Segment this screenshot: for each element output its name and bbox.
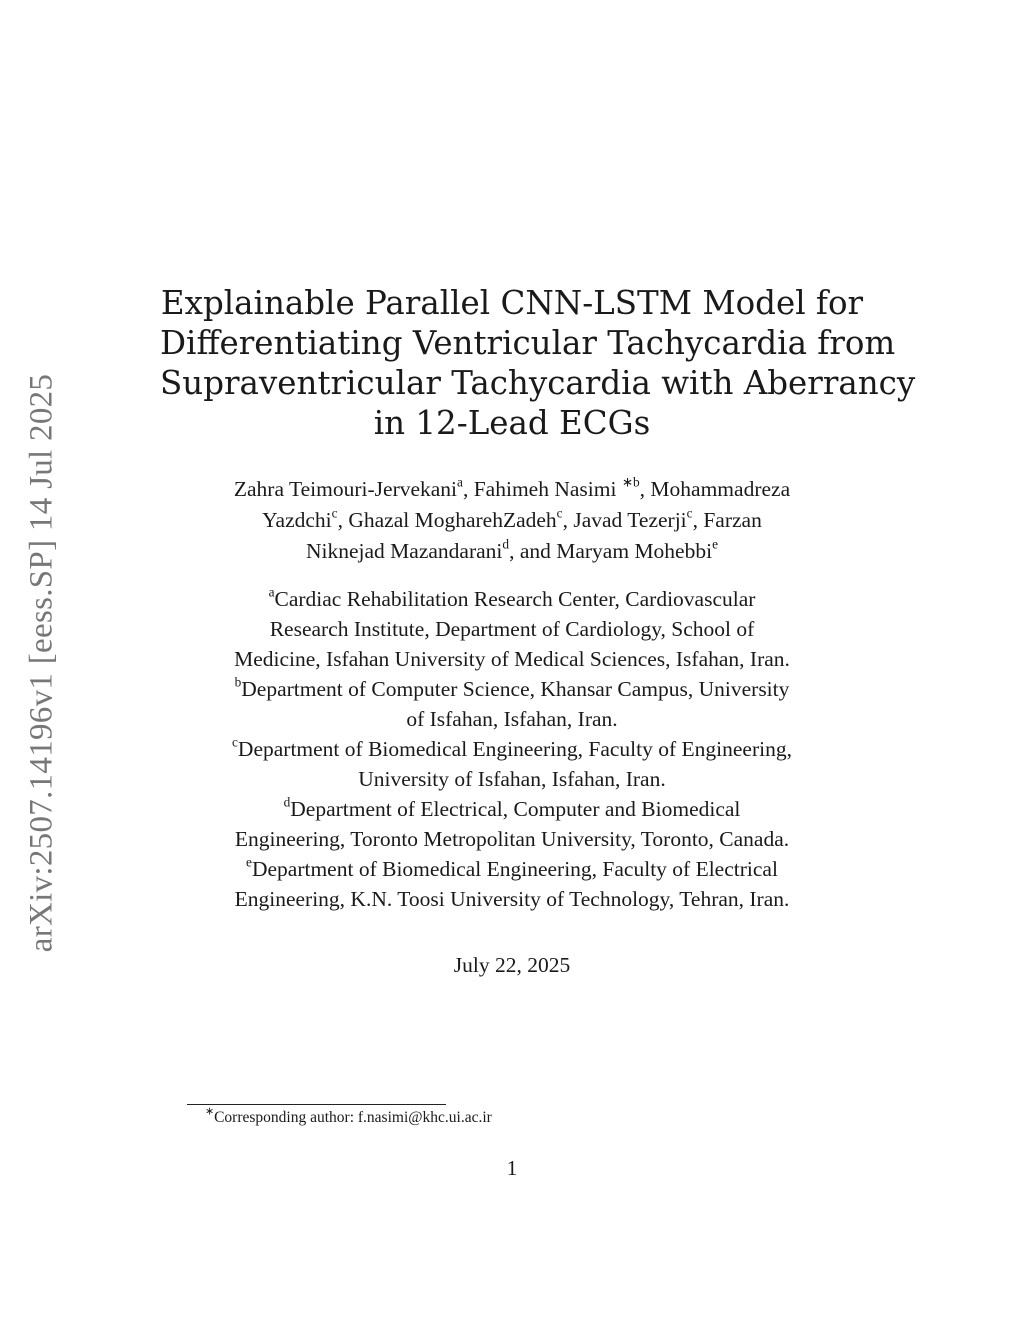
publication-date: July 22, 2025 xyxy=(453,953,571,977)
separator: , xyxy=(462,477,474,501)
affiliation-line: University of Isfahan, Isfahan, Iran. xyxy=(358,767,666,791)
title-line: Supraventricular Tachycardia with Aberrancy xyxy=(160,364,916,402)
author-name: Niknejad Mazandarani xyxy=(305,539,503,563)
author-name: Farzan xyxy=(703,508,762,532)
affiliation-line: Research Institute, Department of Cardiology, School of xyxy=(269,617,755,641)
affiliation-line: of Isfahan, Isfahan, Iran. xyxy=(406,707,618,731)
footnote-divider xyxy=(187,1104,446,1105)
arxiv-identifier: arXiv:2507.14196v1 [eess.SP] 14 Jul 2025 xyxy=(23,373,60,953)
affiliation-list xyxy=(160,584,864,914)
affiliation-label: c xyxy=(232,734,238,750)
affiliation-marker: ∗b xyxy=(621,474,640,490)
affiliation-label: a xyxy=(268,584,275,600)
separator: , xyxy=(692,508,704,532)
author-line xyxy=(160,505,864,536)
author-name: Fahimeh Nasimi xyxy=(473,477,622,501)
corresponding-author-footnote xyxy=(205,1105,492,1128)
author-name: Maryam Mohebbi xyxy=(556,539,713,563)
affiliation-line xyxy=(160,584,864,614)
title-line: in 12-Lead ECGs xyxy=(373,404,651,442)
author-name: Javad Tezerji xyxy=(573,508,687,532)
affiliation-marker: c xyxy=(556,505,563,521)
title-line: Differentiating Ventricular Tachycardia from xyxy=(160,324,896,362)
affiliation-line xyxy=(160,854,864,884)
separator: , and xyxy=(509,539,557,563)
author-line xyxy=(160,474,864,505)
author-name: Ghazal MogharehZadeh xyxy=(348,508,557,532)
affiliation-marker: a xyxy=(457,474,463,490)
affiliation-line: Engineering, K.N. Toosi University of Technology, Tehran, Iran. xyxy=(234,887,790,911)
separator: , xyxy=(562,508,574,532)
affiliation-line xyxy=(160,674,864,704)
affiliation-label: e xyxy=(246,854,252,870)
affiliation-text: Cardiac Rehabilitation Research Center, Cardiovascular xyxy=(274,587,756,611)
affiliation-marker: c xyxy=(686,505,693,521)
affiliation-text: Department of Computer Science, Khansar Campus, University xyxy=(241,677,790,701)
paper-title xyxy=(160,283,916,443)
author-name: Mohammadreza xyxy=(650,477,791,501)
affiliation-text: Department of Biomedical Engineering, Faculty of Engineering, xyxy=(237,737,792,761)
affiliation-line: Engineering, Toronto Metropolitan University, Toronto, Canada. xyxy=(234,827,790,851)
author-name: Yazdchi xyxy=(262,508,332,532)
footnote-mark: ∗ xyxy=(205,1105,215,1118)
affiliation-label: d xyxy=(283,794,291,810)
affiliation-marker: c xyxy=(331,505,338,521)
affiliation-line xyxy=(160,734,864,764)
affiliation-text: Department of Electrical, Computer and Biomedical xyxy=(290,797,741,821)
separator: , xyxy=(639,477,651,501)
affiliation-marker: d xyxy=(502,536,510,552)
affiliation-marker: e xyxy=(712,536,718,552)
separator: , xyxy=(337,508,349,532)
affiliation-label: b xyxy=(234,674,242,690)
author-list xyxy=(160,474,864,567)
affiliation-line: Medicine, Isfahan University of Medical Sciences, Isfahan, Iran. xyxy=(234,647,790,671)
page-number: 1 xyxy=(506,1156,518,1180)
affiliation-text: Department of Biomedical Engineering, Faculty of Electrical xyxy=(251,857,778,881)
author-name: Zahra Teimouri-Jervekani xyxy=(233,477,458,501)
affiliation-line xyxy=(160,794,864,824)
footnote-text: Corresponding author: f.nasimi@khc.ui.ac.ir xyxy=(214,1109,492,1126)
title-line: Explainable Parallel CNN-LSTM Model for xyxy=(160,284,864,322)
author-line xyxy=(160,536,864,567)
